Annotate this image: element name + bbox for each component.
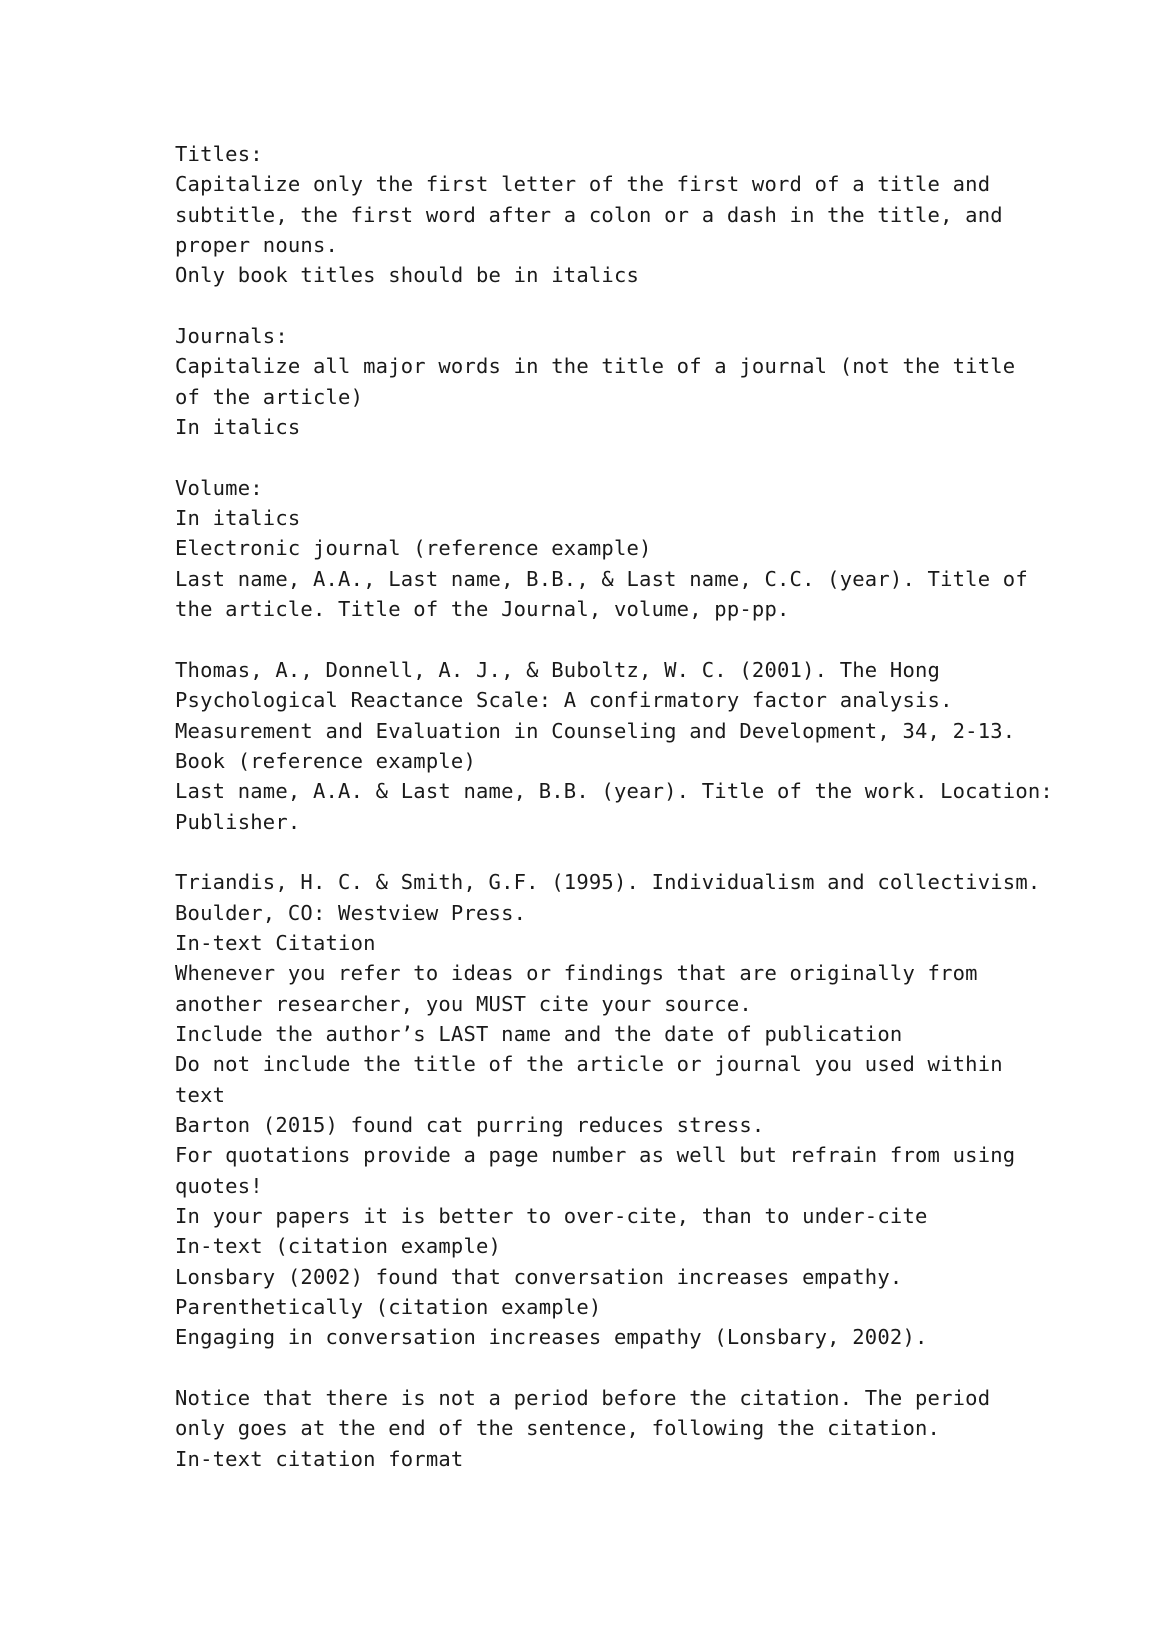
text-line: Electronic journal (reference example) bbox=[175, 536, 652, 561]
text-line: Last name, A.A. & Last name, B.B. (year). Title of the work. Location: bbox=[175, 779, 1053, 804]
text-line: Capitalize only the first letter of the first word of a title and bbox=[175, 172, 991, 197]
text-line: Publisher. bbox=[175, 809, 301, 834]
text-line: In-text (citation example) bbox=[175, 1234, 502, 1259]
text-line: quotes! bbox=[175, 1173, 263, 1198]
text-line: of the article) bbox=[175, 384, 364, 409]
text-line: Include the author’s LAST name and the date of publication bbox=[175, 1021, 903, 1046]
text-line: In italics bbox=[175, 506, 301, 531]
blank-line bbox=[175, 291, 1075, 321]
text-line: Whenever you refer to ideas or findings that are originally from bbox=[175, 961, 978, 986]
text-line: Parenthetically (citation example) bbox=[175, 1295, 602, 1320]
text-line: In-text citation format bbox=[175, 1446, 464, 1471]
text-line: In your papers it is better to over-cite, than to under-cite bbox=[175, 1204, 928, 1229]
text-line: Barton (2015) found cat purring reduces stress. bbox=[175, 1113, 765, 1137]
text-line: Book (reference example) bbox=[175, 748, 477, 773]
blank-line bbox=[175, 442, 1075, 472]
text-line: In italics bbox=[175, 415, 301, 440]
text-line: Do not include the title of the article or journal you used within bbox=[175, 1052, 1003, 1077]
text-line: Lonsbary (2002) found that conversation increases empathy. bbox=[175, 1264, 903, 1289]
text-line: another researcher, you MUST cite your source. bbox=[175, 991, 752, 1016]
text-line: Journals: bbox=[175, 324, 288, 349]
text-line: Triandis, H. C. & Smith, G.F. (1995). Individualism and collectivism. bbox=[175, 870, 1041, 895]
text-line: Engaging in conversation increases empathy (Lonsbary, 2002). bbox=[175, 1325, 928, 1350]
text-line: Measurement and Evaluation in Counseling and Development, 34, 2-13. bbox=[175, 718, 1016, 743]
blank-line bbox=[175, 625, 1075, 655]
text-line: Last name, A.A., Last name, B.B., & Last name, C.C. (year). Title of bbox=[175, 566, 1028, 591]
text-line: Only book titles should be in italics bbox=[175, 263, 640, 288]
document-body bbox=[175, 139, 1075, 1474]
text-line: Volume: bbox=[175, 475, 263, 500]
text-line: only goes at the end of the sentence, following the citation. bbox=[175, 1416, 941, 1441]
text-line: Titles: bbox=[175, 142, 263, 166]
text-line: Psychological Reactance Scale: A confirmatory factor analysis. bbox=[175, 688, 953, 713]
text-line: the article. Title of the Journal, volume, pp-pp. bbox=[175, 597, 790, 622]
text-line: Boulder, CO: Westview Press. bbox=[175, 900, 527, 925]
text-line: text bbox=[175, 1082, 226, 1107]
text-line: Thomas, A., Donnell, A. J., & Buboltz, W. C. (2001). The Hong bbox=[175, 657, 941, 682]
text-line: Capitalize all major words in the title of a journal (not the title bbox=[175, 354, 1016, 379]
text-line: For quotations provide a page number as well but refrain from using bbox=[175, 1143, 1016, 1168]
text-line: proper nouns. bbox=[175, 233, 339, 258]
blank-line bbox=[175, 837, 1075, 867]
text-line: subtitle, the first word after a colon or a dash in the title, and bbox=[175, 202, 1003, 227]
text-line: In-text Citation bbox=[175, 930, 376, 955]
blank-line bbox=[175, 1353, 1075, 1383]
text-line: Notice that there is not a period before the citation. The period bbox=[175, 1386, 991, 1411]
